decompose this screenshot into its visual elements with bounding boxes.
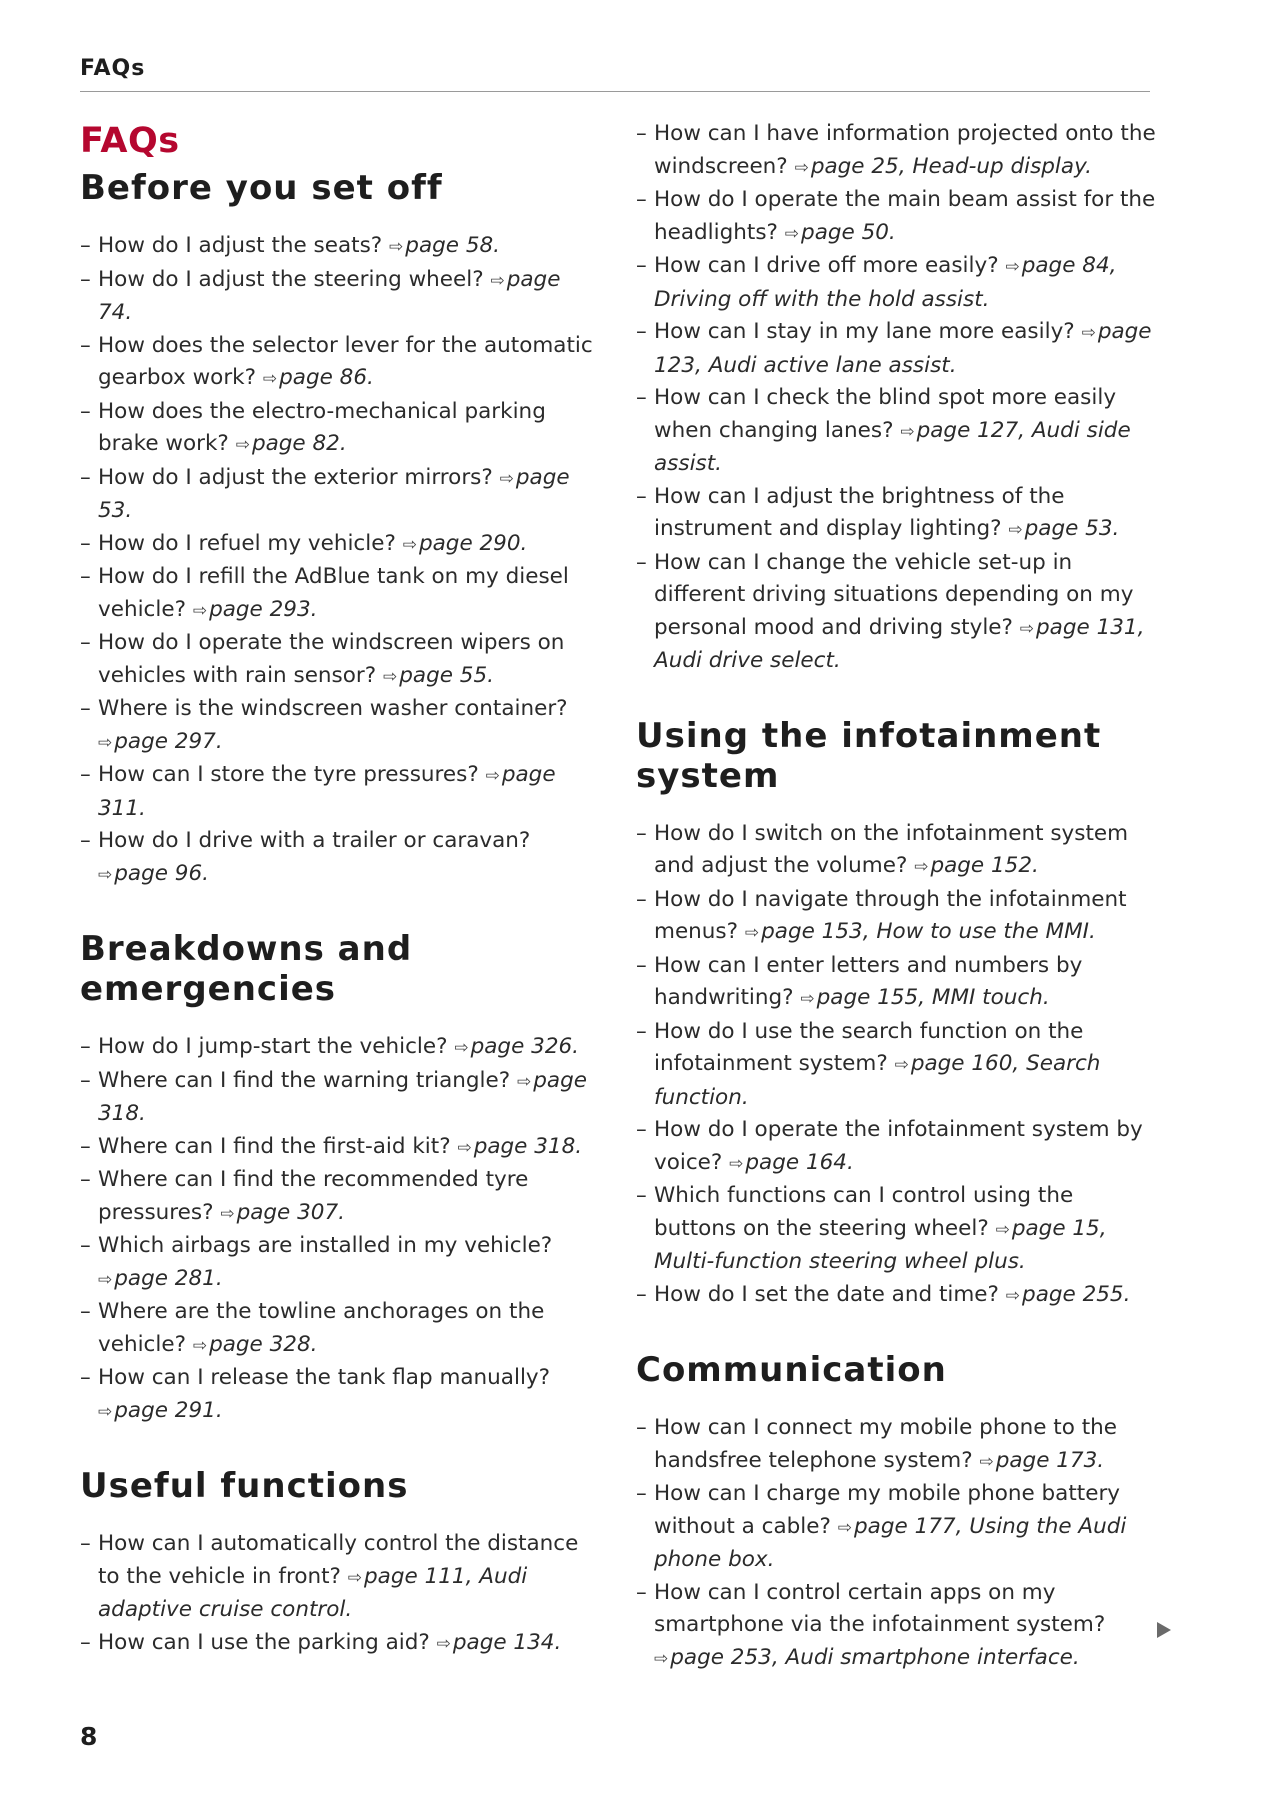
- arrow-right-outline-icon: ⇨: [894, 1055, 909, 1075]
- arrow-right-outline-icon: ⇨: [457, 1137, 472, 1158]
- page-reference-link[interactable]: [437, 1630, 562, 1655]
- page-reference-text: page 318.: [98, 1067, 587, 1126]
- page-reference-text: page 177, Using the Audi phone box.: [654, 1513, 1127, 1572]
- left-column: [80, 118, 600, 1660]
- arrow-right-outline-icon: ⇨: [98, 732, 113, 753]
- faq-question: How do I adjust the steering wheel?: [98, 266, 484, 292]
- faq-question: How can I adjust the brightness of the instrument and display lighting?: [654, 483, 1065, 541]
- arrow-right-outline-icon: ⇨: [979, 1451, 994, 1472]
- faq-item: [80, 1164, 600, 1230]
- page-reference-text: page 82.: [251, 431, 347, 456]
- faq-item: [636, 382, 1156, 481]
- faq-question: Where can I find the recommended tyre pressures?: [98, 1167, 529, 1225]
- faq-question: Which airbags are installed in my vehicle?: [98, 1233, 553, 1258]
- faq-question: How do I switch on the infotainment system and adjust the volume?: [654, 820, 1129, 878]
- faq-item: [80, 1362, 600, 1428]
- arrow-right-outline-icon: ⇨: [1081, 323, 1096, 343]
- arrow-right-outline-icon: ⇨: [900, 421, 915, 442]
- page-reference-link[interactable]: [98, 861, 209, 886]
- arrow-right-outline-icon: ⇨: [192, 1335, 208, 1356]
- arrow-right-outline-icon: ⇨: [914, 857, 929, 877]
- page-reference-link[interactable]: [193, 597, 318, 622]
- faq-question: How can I connect my mobile phone to the handsfree telephone system?: [654, 1415, 1117, 1473]
- page-reference-link[interactable]: [98, 1266, 223, 1291]
- faq-question: How does the selector lever for the automatic gearbox work?: [98, 332, 593, 390]
- page-reference-text: page 293.: [209, 596, 318, 622]
- faq-item: [80, 1131, 600, 1165]
- page-reference-link[interactable]: [654, 1645, 1080, 1670]
- faq-item: [636, 118, 1156, 184]
- page-reference-link[interactable]: [98, 1398, 223, 1423]
- page-reference-link[interactable]: [98, 729, 223, 754]
- faq-list-before-you-set-off: [80, 230, 600, 891]
- page-reference-link[interactable]: [979, 1448, 1104, 1473]
- page-reference-link[interactable]: [795, 154, 1092, 179]
- faq-item: [636, 1412, 1156, 1478]
- section-heading-communication: Communication: [636, 1350, 947, 1390]
- faq-item: [636, 547, 1156, 678]
- faq-question: How can I charge my mobile phone battery without a cable?: [654, 1481, 1121, 1539]
- page-reference-text: page 58.: [405, 233, 501, 258]
- page-reference-text: page 50.: [801, 219, 896, 245]
- faq-item: [636, 1180, 1156, 1279]
- page-reference-text: page 25, Head-up display.: [810, 153, 1092, 179]
- arrow-right-outline-icon: ⇨: [1008, 520, 1023, 540]
- faq-question: How can I store the tyre pressures?: [98, 762, 479, 787]
- arrow-right-outline-icon: ⇨: [1005, 1285, 1021, 1306]
- faq-item: [636, 1279, 1156, 1313]
- arrow-right-outline-icon: ⇨: [654, 1648, 669, 1669]
- faq-question: How do I refill the AdBlue tank on my diesel vehicle?: [98, 564, 569, 622]
- faq-item: [636, 1114, 1156, 1180]
- faq-question: Where are the towline anchorages on the vehicle?: [98, 1299, 545, 1357]
- page-reference-text: page 291.: [114, 1397, 223, 1423]
- triangle-right-icon: [1157, 1622, 1171, 1638]
- faq-question: How do I operate the infotainment system by voice?: [654, 1117, 1143, 1175]
- faq-item: [636, 950, 1156, 1016]
- faq-item: [80, 693, 600, 759]
- faq-question: How do I refuel my vehicle?: [98, 530, 396, 556]
- page-reference-text: page 127, Audi side assist.: [654, 417, 1131, 476]
- faq-question: How do I navigate through the infotainment menus?: [654, 886, 1127, 944]
- page-reference-text: page 307.: [236, 1199, 345, 1225]
- header-rule: [80, 91, 1150, 92]
- page-reference-text: page 290.: [418, 530, 528, 556]
- faq-list-useful-functions-part-1: [80, 1528, 600, 1660]
- faq-question: How can I check the blind spot more easily when changing lanes?: [654, 385, 1117, 443]
- faq-item: [80, 528, 600, 562]
- faq-question: How can I have information projected onto the windscreen?: [654, 121, 1156, 179]
- arrow-right-outline-icon: ⇨: [347, 1567, 363, 1588]
- page-reference-text: page 86.: [279, 365, 374, 390]
- page-reference-text: page 164.: [745, 1149, 854, 1175]
- page-reference-text: page 53.: [1024, 516, 1120, 541]
- arrow-right-outline-icon: ⇨: [490, 270, 505, 291]
- right-column: [636, 118, 1156, 1675]
- arrow-right-outline-icon: ⇨: [98, 1269, 113, 1290]
- page-reference-text: page 84, Driving off with the hold assist.: [654, 253, 1117, 312]
- page-reference-link[interactable]: [454, 1034, 579, 1059]
- arrow-right-outline-icon: ⇨: [383, 666, 398, 687]
- faq-question: How does the electro-mechanical parking brake work?: [98, 398, 546, 456]
- faq-item: [80, 264, 600, 330]
- page-reference-link[interactable]: [457, 1134, 582, 1159]
- arrow-right-outline-icon: ⇨: [262, 369, 278, 389]
- arrow-right-outline-icon: ⇨: [192, 600, 208, 621]
- page-reference-link[interactable]: [800, 985, 1049, 1010]
- arrow-right-outline-icon: ⇨: [436, 1633, 451, 1654]
- faq-item: [80, 561, 600, 627]
- arrow-right-outline-icon: ⇨: [729, 1153, 744, 1174]
- faq-item: [80, 1296, 600, 1362]
- faq-item: [636, 884, 1156, 950]
- page-reference-link[interactable]: [403, 531, 528, 556]
- arrow-right-outline-icon: ⇨: [800, 989, 815, 1009]
- page-reference-link[interactable]: [729, 1150, 854, 1175]
- faq-question: How can I control certain apps on my smartphone via the infotainment system?: [654, 1579, 1106, 1637]
- page-reference-text: page 74.: [98, 266, 561, 325]
- page-reference-link[interactable]: [1008, 516, 1119, 541]
- page-reference-text: page 328.: [209, 1331, 318, 1357]
- faq-question: How do I operate the main beam assist for the headlights?: [654, 187, 1156, 245]
- page-reference-text: page 326.: [470, 1034, 580, 1059]
- faq-item: [636, 316, 1156, 382]
- faq-list-breakdowns: [80, 1031, 600, 1428]
- page-reference-text: page 281.: [114, 1265, 223, 1291]
- arrow-right-outline-icon: ⇨: [1005, 257, 1020, 277]
- faq-question: How can I release the tank flap manually?: [98, 1365, 551, 1390]
- page-reference-text: page 253, Audi smartphone interface.: [670, 1644, 1080, 1670]
- faq-item: [80, 1230, 600, 1296]
- faq-question: How can I enter letters and numbers by handwriting?: [654, 952, 1083, 1010]
- faq-item: [80, 1528, 600, 1627]
- page-reference-text: page 53.: [98, 464, 570, 523]
- faq-item: [636, 1577, 1156, 1676]
- page-reference-link[interactable]: [263, 365, 374, 390]
- page-reference-link[interactable]: [220, 1200, 345, 1225]
- page-reference-text: page 255.: [1022, 1281, 1131, 1307]
- page-reference-text: page 134.: [452, 1629, 562, 1655]
- page-reference-text: page 153, How to use the MMI.: [761, 919, 1096, 944]
- page-reference-link[interactable]: [785, 220, 896, 245]
- faq-question: Where can I find the warning triangle?: [98, 1067, 511, 1093]
- faq-item: [636, 1016, 1156, 1115]
- faq-question: How do I use the search function on the infotainment system?: [654, 1018, 1084, 1076]
- faq-question: How can I drive off more easily?: [654, 253, 999, 278]
- faq-question: Which functions can I control using the buttons on the steering wheel?: [654, 1183, 1074, 1241]
- section-heading-breakdowns: Breakdowns and emergencies: [80, 929, 413, 1009]
- faq-item: [80, 1627, 600, 1661]
- page-reference-text: page 152.: [930, 853, 1039, 878]
- page-reference-link[interactable]: [193, 1332, 318, 1357]
- page-reference-link[interactable]: [914, 853, 1039, 878]
- arrow-right-outline-icon: ⇨: [1019, 618, 1035, 639]
- page-reference-link[interactable]: [236, 431, 347, 456]
- faq-list-infotainment: [636, 818, 1156, 1313]
- faq-item: [80, 1065, 600, 1131]
- faq-item: [636, 250, 1156, 316]
- faq-question: How do I jump-start the vehicle?: [98, 1034, 448, 1059]
- arrow-right-outline-icon: ⇨: [517, 1071, 532, 1092]
- page-reference-text: page 96.: [114, 860, 209, 886]
- faq-list-communication: [636, 1412, 1156, 1675]
- arrow-right-outline-icon: ⇨: [485, 766, 500, 786]
- page-reference-text: page 123, Audi active lane assist.: [654, 319, 1152, 378]
- arrow-right-outline-icon: ⇨: [98, 1401, 113, 1422]
- arrow-right-outline-icon: ⇨: [402, 534, 417, 555]
- faq-question: How do I operate the windscreen wipers on vehicles with rain sensor?: [98, 630, 565, 688]
- arrow-right-outline-icon: ⇨: [837, 1517, 853, 1538]
- faq-item: [80, 825, 600, 891]
- faq-list-useful-functions-part-2: [636, 118, 1156, 678]
- faq-item: [636, 481, 1156, 547]
- faq-item: [80, 627, 600, 693]
- arrow-right-outline-icon: ⇨: [499, 468, 514, 489]
- faq-question: How do I adjust the exterior mirrors?: [98, 464, 493, 490]
- running-head-title: FAQs: [80, 56, 146, 81]
- page-reference-text: page 160, Search function.: [654, 1051, 1101, 1110]
- page-title: FAQs: [80, 121, 180, 161]
- page-reference-text: page 15, Multi-function steering wheel plus.: [654, 1215, 1107, 1274]
- page-reference-link[interactable]: [389, 233, 500, 258]
- faq-item: [636, 818, 1156, 884]
- page-reference-link[interactable]: [1006, 1282, 1131, 1307]
- faq-item: [80, 462, 600, 528]
- faq-question: How can I automatically control the distance to the vehicle in front?: [98, 1531, 579, 1589]
- page-reference-text: page 173.: [995, 1447, 1105, 1473]
- faq-item: [80, 396, 600, 462]
- page-reference-text: page 155, MMI touch.: [816, 985, 1050, 1010]
- faq-question: How can I stay in my lane more easily?: [654, 319, 1075, 344]
- faq-item: [80, 1031, 600, 1065]
- page-reference-text: page 131, Audi drive select.: [654, 614, 1145, 673]
- faq-question: How do I drive with a trailer or caravan?: [98, 828, 531, 853]
- faq-question: How can I use the parking aid?: [98, 1629, 430, 1655]
- faq-item: [636, 184, 1156, 250]
- faq-item: [80, 330, 600, 396]
- arrow-right-outline-icon: ⇨: [744, 923, 760, 943]
- page-reference-text: page 311.: [98, 762, 556, 821]
- page-reference-text: page 55.: [399, 662, 494, 688]
- page-reference-text: page 111, Audi adaptive cruise control.: [98, 1563, 528, 1622]
- arrow-right-outline-icon: ⇨: [454, 1038, 469, 1058]
- arrow-right-outline-icon: ⇨: [220, 1203, 235, 1224]
- faq-question: Where is the windscreen washer container?: [98, 696, 568, 721]
- faq-question: How do I set the date and time?: [654, 1281, 999, 1307]
- page-reference-text: page 318.: [473, 1133, 583, 1159]
- page-number: 8: [80, 1722, 98, 1751]
- arrow-right-outline-icon: ⇨: [98, 864, 113, 885]
- page-reference-text: page 297.: [114, 728, 223, 754]
- arrow-right-outline-icon: ⇨: [235, 435, 250, 455]
- arrow-right-outline-icon: ⇨: [784, 223, 800, 244]
- section-heading-infotainment: Using the infotainment system: [636, 715, 1102, 796]
- faq-question: Where can I find the first-aid kit?: [98, 1133, 451, 1159]
- faq-question: How do I adjust the seats?: [98, 233, 383, 258]
- section-heading-before-you-set-off: Before you set off: [80, 168, 443, 208]
- faq-item: [636, 1478, 1156, 1577]
- arrow-right-outline-icon: ⇨: [794, 157, 809, 178]
- arrow-right-outline-icon: ⇨: [389, 237, 404, 257]
- arrow-right-outline-icon: ⇨: [995, 1219, 1010, 1240]
- faq-question: How can I change the vehicle set-up in different driving situations depending on my personal mood and driving style?: [654, 549, 1134, 640]
- page-reference-link[interactable]: [745, 919, 1096, 944]
- section-heading-useful-functions: Useful functions: [80, 1466, 409, 1506]
- faq-item: [80, 230, 600, 264]
- page-reference-link[interactable]: [383, 663, 494, 688]
- faq-item: [80, 759, 600, 825]
